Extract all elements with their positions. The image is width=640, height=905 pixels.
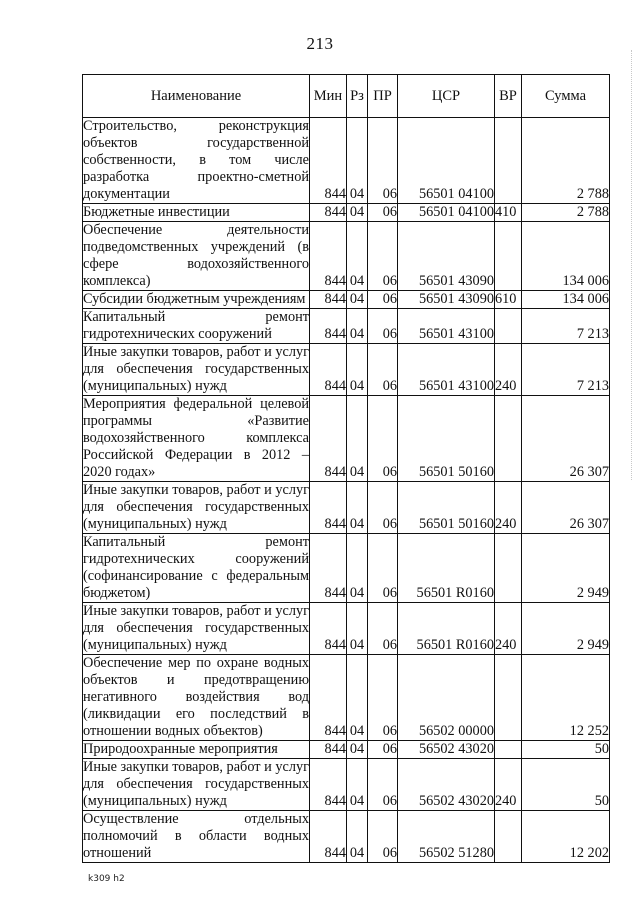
cell-pr: 06: [368, 204, 398, 222]
cell-sum: 26 307: [522, 482, 610, 534]
cell-name: Строительство, реконструкция объектов государственной собственности, в том числе разработка проектно-сметной документации: [83, 118, 309, 202]
cell-csr: 56501 50160: [398, 482, 495, 534]
cell-csr: 56501 43090: [398, 222, 495, 291]
cell-rz: 04: [347, 396, 368, 482]
table-row: [83, 344, 610, 396]
cell-vr: [495, 222, 522, 291]
cell-sum: 50: [522, 741, 610, 759]
header-csr: ЦСР: [398, 75, 495, 118]
table-row: [83, 811, 610, 863]
cell-sum: 7 213: [522, 344, 610, 396]
cell-sum: 134 006: [522, 222, 610, 291]
cell-sum: 26 307: [522, 396, 610, 482]
table-body: [83, 118, 610, 863]
cell-sum: 12 252: [522, 655, 610, 741]
cell-name: Мероприятия федеральной целевой программы «Развитие водохозяйственного комплекса Российской Федерации в 2012 – 2020 годах»: [83, 396, 309, 480]
cell-min: 844: [310, 344, 347, 396]
cell-rz: 04: [347, 222, 368, 291]
cell-rz: 04: [347, 118, 368, 204]
cell-csr: 56502 51280: [398, 811, 495, 863]
cell-name: Иные закупки товаров, работ и услуг для обеспечения государственных (муниципальных) нужд: [83, 344, 309, 394]
table-row: [83, 291, 610, 309]
cell-rz: 04: [347, 291, 368, 309]
table-row: [83, 118, 610, 204]
cell-pr: 06: [368, 759, 398, 811]
cell-vr: [495, 118, 522, 204]
cell-vr: 240: [495, 759, 522, 811]
cell-name: Осуществление отдельных полномочий в области водных отношений: [83, 811, 309, 861]
cell-rz: 04: [347, 482, 368, 534]
cell-csr: 56501 R0160: [398, 603, 495, 655]
cell-csr: 56501 04100: [398, 204, 495, 222]
cell-min: 844: [310, 759, 347, 811]
header-vr: ВР: [495, 75, 522, 118]
cell-sum: 2 788: [522, 118, 610, 204]
cell-csr: 56501 43100: [398, 309, 495, 344]
cell-min: 844: [310, 118, 347, 204]
cell-rz: 04: [347, 603, 368, 655]
table-row: [83, 534, 610, 603]
cell-pr: 06: [368, 741, 398, 759]
cell-min: 844: [310, 603, 347, 655]
cell-pr: 06: [368, 655, 398, 741]
cell-csr: 56502 43020: [398, 759, 495, 811]
cell-min: 844: [310, 741, 347, 759]
cell-vr: 610: [495, 291, 522, 309]
cell-rz: 04: [347, 204, 368, 222]
cell-name: Природоохранные мероприятия: [83, 741, 310, 759]
cell-vr: 240: [495, 344, 522, 396]
cell-csr: 56502 00000: [398, 655, 495, 741]
cell-pr: 06: [368, 396, 398, 482]
budget-table: [82, 74, 610, 863]
cell-name: Иные закупки товаров, работ и услуг для обеспечения государственных (муниципальных) нужд: [83, 759, 309, 809]
cell-vr: [495, 655, 522, 741]
header-name: Наименование: [83, 75, 310, 118]
cell-pr: 06: [368, 603, 398, 655]
header-min: Мин: [310, 75, 347, 118]
cell-csr: 56502 43020: [398, 741, 495, 759]
cell-name: Бюджетные инвестиции: [83, 204, 310, 222]
cell-csr: 56501 43090: [398, 291, 495, 309]
cell-vr: 240: [495, 603, 522, 655]
cell-pr: 06: [368, 222, 398, 291]
table-row: [83, 655, 610, 741]
table-row: [83, 222, 610, 291]
cell-csr: 56501 50160: [398, 396, 495, 482]
cell-vr: [495, 534, 522, 603]
cell-rz: 04: [347, 655, 368, 741]
table-row: [83, 759, 610, 811]
cell-rz: 04: [347, 534, 368, 603]
cell-name: Иные закупки товаров, работ и услуг для обеспечения государственных (муниципальных) нужд: [83, 603, 309, 653]
cell-vr: [495, 396, 522, 482]
cell-vr: [495, 811, 522, 863]
scan-edge-mark: [631, 50, 633, 480]
cell-min: 844: [310, 534, 347, 603]
cell-min: 844: [310, 396, 347, 482]
cell-name: Обеспечение деятельности подведомственных учреждений (в сфере водохозяйственного комплекса): [83, 222, 309, 289]
cell-pr: 06: [368, 482, 398, 534]
header-pr: ПР: [368, 75, 398, 118]
table-row: [83, 396, 610, 482]
cell-name: Капитальный ремонт гидротехнических сооружений: [83, 309, 309, 342]
table-row: [83, 309, 610, 344]
cell-pr: 06: [368, 291, 398, 309]
cell-rz: 04: [347, 759, 368, 811]
table-row: [83, 204, 610, 222]
header-sum: Сумма: [522, 75, 610, 118]
cell-vr: 240: [495, 482, 522, 534]
cell-min: 844: [310, 204, 347, 222]
cell-rz: 04: [347, 811, 368, 863]
cell-min: 844: [310, 309, 347, 344]
cell-csr: 56501 04100: [398, 118, 495, 204]
table-row: [83, 741, 610, 759]
cell-pr: 06: [368, 534, 398, 603]
cell-min: 844: [310, 811, 347, 863]
cell-sum: 7 213: [522, 309, 610, 344]
cell-min: 844: [310, 482, 347, 534]
cell-name: Обеспечение мер по охране водных объектов и предотвращению негативного воздействия вод (ликвидации его последствий в отношении водных объектов): [83, 655, 309, 739]
cell-sum: 2 788: [522, 204, 610, 222]
table-header-row: [83, 75, 610, 118]
cell-min: 844: [310, 291, 347, 309]
table-row: [83, 603, 610, 655]
cell-vr: [495, 741, 522, 759]
cell-vr: [495, 309, 522, 344]
page-number: 213: [306, 34, 334, 53]
cell-rz: 04: [347, 344, 368, 396]
cell-min: 844: [310, 655, 347, 741]
cell-csr: 56501 43100: [398, 344, 495, 396]
cell-name: Субсидии бюджетным учреждениям: [83, 291, 310, 309]
cell-rz: 04: [347, 741, 368, 759]
cell-sum: 50: [522, 759, 610, 811]
cell-pr: 06: [368, 344, 398, 396]
cell-sum: 12 202: [522, 811, 610, 863]
cell-vr: 410: [495, 204, 522, 222]
cell-min: 844: [310, 222, 347, 291]
cell-sum: 2 949: [522, 603, 610, 655]
cell-name: Иные закупки товаров, работ и услуг для обеспечения государственных (муниципальных) нужд: [83, 482, 309, 532]
cell-pr: 06: [368, 118, 398, 204]
footer-code: k309 h2: [88, 874, 125, 884]
table-row: [83, 482, 610, 534]
cell-sum: 134 006: [522, 291, 610, 309]
cell-csr: 56501 R0160: [398, 534, 495, 603]
cell-sum: 2 949: [522, 534, 610, 603]
cell-name: Капитальный ремонт гидротехнических сооружений (софинансирование с федеральным бюджетом): [83, 534, 309, 601]
cell-pr: 06: [368, 811, 398, 863]
cell-pr: 06: [368, 309, 398, 344]
header-rz: Рз: [347, 75, 368, 118]
cell-rz: 04: [347, 309, 368, 344]
